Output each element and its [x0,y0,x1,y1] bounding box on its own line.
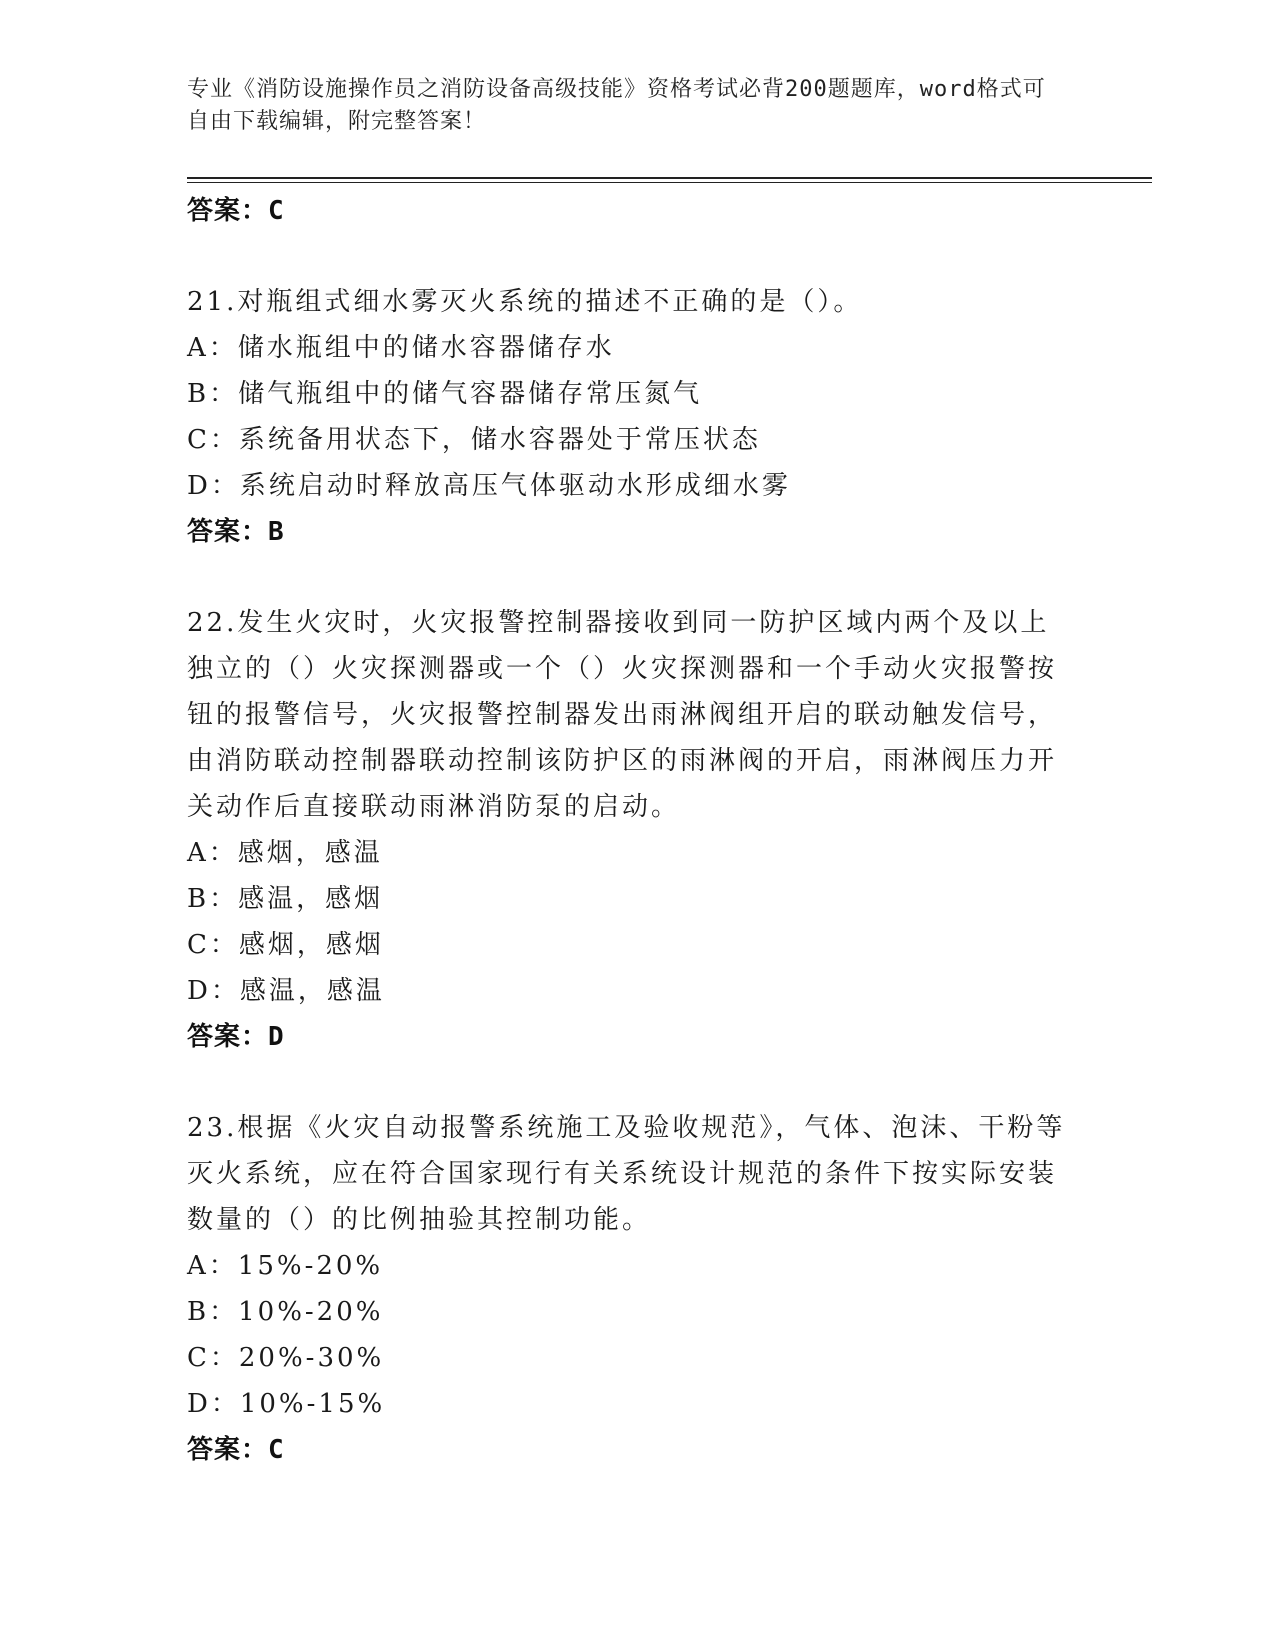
answer-line: 答案：B [187,517,285,547]
spacer [187,555,1067,600]
option-a: A：储水瓶组中的储水容器储存水 [187,333,615,363]
option-d: D：10%-15% [187,1389,386,1419]
question-list [187,188,1067,1473]
option-a: A：15%-20% [187,1251,384,1281]
header-divider-thin [187,182,1152,183]
document-header: 专业《消防设施操作员之消防设备高级技能》资格考试必背200题题库，word格式可自由下载编辑，附完整答案！ [187,77,1046,134]
question-block [187,1105,1067,1473]
option-d: D：系统启动时释放高压气体驱动水形成细水雾 [187,471,791,501]
spacer [187,234,1067,279]
question-block [187,279,1067,555]
option-c: C：感烟，感烟 [187,930,384,960]
question-stem: 21.对瓶组式细水雾灭火系统的描述不正确的是（）。 [187,287,863,317]
header-divider-thick [187,177,1152,179]
option-d: D：感温，感温 [187,976,385,1006]
answer-line: 答案：D [187,1022,285,1052]
option-a: A：感烟，感温 [187,838,383,868]
answer-line: 答案：C [187,196,285,226]
option-c: C：系统备用状态下，储水容器处于常压状态 [187,425,761,455]
option-b: B：储气瓶组中的储气容器储存常压氮气 [187,379,703,409]
question-stem: 22.发生火灾时，火灾报警控制器接收到同一防护区域内两个及以上独立的（）火灾探测器或一个（）火灾探测器和一个手动火灾报警按钮的报警信号，火灾报警控制器发出雨淋阀组开启的联动触发信号，由消防联动控制器联动控制该防护区的雨淋阀的开启，雨淋阀压力开关动作后直接联动雨淋消防泵的启动。 [187,608,1058,822]
option-c: C：20%-30% [187,1343,385,1373]
question-stem: 23.根据《火灾自动报警系统施工及验收规范》，气体、泡沫、干粉等灭火系统，应在符合国家现行有关系统设计规范的条件下按实际安装数量的（）的比例抽验其控制功能。 [187,1113,1066,1235]
option-b: B：10%-20% [187,1297,384,1327]
spacer [187,1060,1067,1105]
question-block [187,600,1067,1060]
answer-line: 答案：C [187,1435,285,1465]
option-b: B：感温，感烟 [187,884,384,914]
